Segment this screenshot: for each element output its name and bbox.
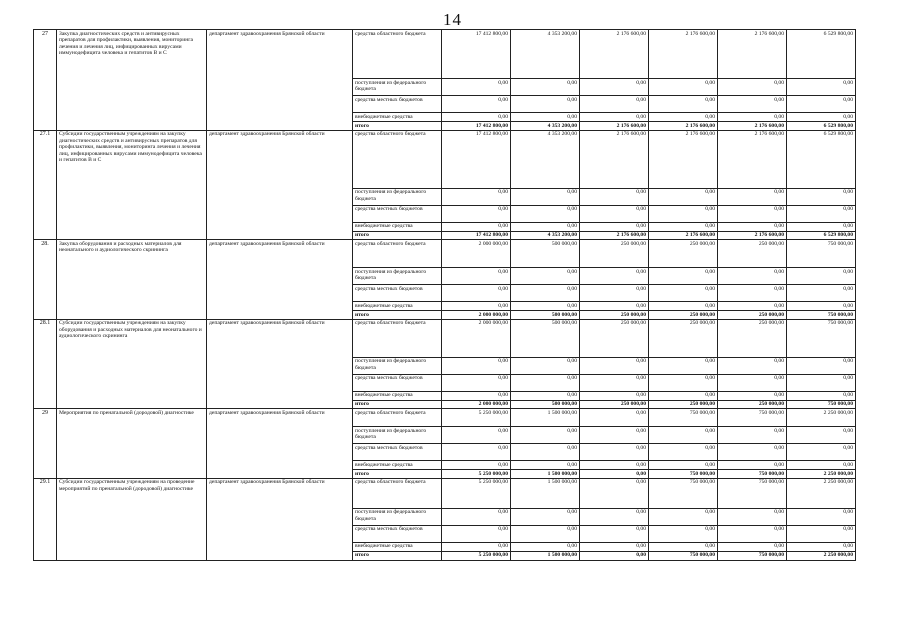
amount-cell: 6 529 800,00 — [787, 231, 856, 240]
amount-cell: 0,00 — [580, 268, 649, 285]
funding-source: средства местных бюджетов — [353, 525, 442, 542]
amount-cell: 0,00 — [511, 357, 580, 374]
table-row — [34, 319, 856, 357]
amount-cell: 0,00 — [787, 542, 856, 551]
amount-cell: 0,00 — [511, 113, 580, 122]
amount-cell: 250 000,00 — [580, 319, 649, 357]
budget-table — [33, 29, 856, 561]
amount-cell: 0,00 — [580, 79, 649, 96]
amount-cell: 250 000,00 — [580, 311, 649, 320]
amount-cell: 2 176 600,00 — [580, 122, 649, 131]
item-number: 29.1 — [34, 478, 57, 560]
item-number: 29 — [34, 409, 57, 479]
amount-cell: 0,00 — [787, 222, 856, 231]
amount-cell: 5 250 000,00 — [442, 409, 511, 427]
amount-cell: 2 176 600,00 — [580, 231, 649, 240]
amount-cell: 0,00 — [787, 461, 856, 470]
funding-source: внебюджетные средства — [353, 222, 442, 231]
amount-cell: 0,00 — [787, 79, 856, 96]
item-executor: департамент здравоохранения Брянской области — [207, 30, 353, 131]
amount-cell: 0,00 — [649, 205, 718, 222]
amount-cell: 0,00 — [442, 525, 511, 542]
amount-cell: 750 000,00 — [649, 478, 718, 508]
amount-cell: 0,00 — [787, 285, 856, 302]
amount-cell: 2 176 600,00 — [718, 130, 787, 188]
amount-cell: 2 000 000,00 — [442, 240, 511, 268]
amount-cell: 750 000,00 — [718, 409, 787, 427]
amount-cell: 0,00 — [649, 79, 718, 96]
funding-source: средства областного бюджета — [353, 130, 442, 188]
amount-cell: 2 176 600,00 — [718, 30, 787, 79]
amount-cell: 0,00 — [580, 427, 649, 444]
amount-cell: 750 000,00 — [787, 319, 856, 357]
item-name: Субсидии государственным учреждениям на закупку диагностических средств и антивирусных препаратов для профилактики, выявления, мониторинга лечения и лечения лиц, инфицированных вирусами иммунодефицита человека и гепатитов В и С — [57, 130, 207, 240]
amount-cell: 5 250 000,00 — [442, 551, 511, 560]
amount-cell: 0,00 — [580, 374, 649, 391]
amount-cell: 750 000,00 — [718, 478, 787, 508]
amount-cell: 0,00 — [580, 285, 649, 302]
item-number: 27 — [34, 30, 57, 131]
amount-cell: 0,00 — [580, 444, 649, 461]
item-number: 27.1 — [34, 130, 57, 240]
amount-cell: 250 000,00 — [649, 319, 718, 357]
amount-cell: 0,00 — [580, 478, 649, 508]
funding-source: средства местных бюджетов — [353, 96, 442, 113]
amount-cell: 0,00 — [580, 461, 649, 470]
amount-cell: 1 500 000,00 — [511, 409, 580, 427]
amount-cell: 0,00 — [442, 391, 511, 400]
amount-cell: 0,00 — [718, 96, 787, 113]
funding-source: внебюджетные средства — [353, 542, 442, 551]
amount-cell: 0,00 — [580, 542, 649, 551]
amount-cell: 4 353 200,00 — [511, 130, 580, 188]
amount-cell: 0,00 — [580, 470, 649, 479]
amount-cell: 0,00 — [580, 409, 649, 427]
funding-source: поступления из федерального бюджета — [353, 268, 442, 285]
amount-cell: 250 000,00 — [649, 311, 718, 320]
funding-source: внебюджетные средства — [353, 302, 442, 311]
amount-cell: 0,00 — [718, 508, 787, 525]
funding-source: итого — [353, 551, 442, 560]
amount-cell: 0,00 — [649, 508, 718, 525]
amount-cell: 0,00 — [511, 542, 580, 551]
amount-cell: 0,00 — [649, 357, 718, 374]
amount-cell: 0,00 — [787, 96, 856, 113]
amount-cell: 1 500 000,00 — [511, 478, 580, 508]
amount-cell: 0,00 — [511, 302, 580, 311]
amount-cell: 0,00 — [718, 374, 787, 391]
amount-cell: 250 000,00 — [718, 311, 787, 320]
amount-cell: 0,00 — [442, 427, 511, 444]
amount-cell: 0,00 — [649, 374, 718, 391]
amount-cell: 750 000,00 — [718, 551, 787, 560]
amount-cell: 0,00 — [511, 444, 580, 461]
amount-cell: 500 000,00 — [511, 311, 580, 320]
item-name: Субсидии государственным учреждениям на закупку оборудования и расходных материалов для неонатального и аудиологического скрининга — [57, 319, 207, 409]
amount-cell: 0,00 — [442, 461, 511, 470]
amount-cell: 0,00 — [511, 508, 580, 525]
amount-cell: 0,00 — [442, 508, 511, 525]
amount-cell: 0,00 — [511, 461, 580, 470]
amount-cell: 0,00 — [442, 79, 511, 96]
amount-cell: 0,00 — [511, 79, 580, 96]
funding-source: итого — [353, 470, 442, 479]
amount-cell: 0,00 — [580, 302, 649, 311]
amount-cell: 2 250 000,00 — [787, 409, 856, 427]
amount-cell: 0,00 — [580, 222, 649, 231]
amount-cell: 4 353 200,00 — [511, 122, 580, 131]
amount-cell: 0,00 — [511, 205, 580, 222]
amount-cell: 250 000,00 — [718, 240, 787, 268]
amount-cell: 250 000,00 — [580, 240, 649, 268]
amount-cell: 0,00 — [511, 427, 580, 444]
amount-cell: 0,00 — [787, 357, 856, 374]
amount-cell: 0,00 — [718, 113, 787, 122]
amount-cell: 2 176 600,00 — [718, 122, 787, 131]
amount-cell: 4 353 200,00 — [511, 231, 580, 240]
amount-cell: 0,00 — [718, 268, 787, 285]
amount-cell: 0,00 — [718, 188, 787, 205]
amount-cell: 0,00 — [649, 113, 718, 122]
amount-cell: 0,00 — [649, 542, 718, 551]
amount-cell: 17 412 800,00 — [442, 231, 511, 240]
amount-cell: 250 000,00 — [718, 319, 787, 357]
amount-cell: 750 000,00 — [787, 311, 856, 320]
amount-cell: 0,00 — [511, 96, 580, 113]
item-name: Мероприятия по пренатальной (дородовой) диагностике — [57, 409, 207, 479]
funding-source: внебюджетные средства — [353, 113, 442, 122]
amount-cell: 0,00 — [718, 222, 787, 231]
amount-cell: 2 250 000,00 — [787, 551, 856, 560]
funding-source: средства областного бюджета — [353, 409, 442, 427]
funding-source: итого — [353, 400, 442, 409]
amount-cell: 0,00 — [718, 357, 787, 374]
amount-cell: 750 000,00 — [649, 409, 718, 427]
table-row — [34, 478, 856, 508]
amount-cell: 0,00 — [442, 268, 511, 285]
amount-cell: 1 500 000,00 — [511, 470, 580, 479]
amount-cell: 0,00 — [649, 188, 718, 205]
amount-cell: 0,00 — [787, 113, 856, 122]
amount-cell: 0,00 — [649, 525, 718, 542]
amount-cell: 0,00 — [787, 374, 856, 391]
amount-cell: 0,00 — [649, 222, 718, 231]
amount-cell: 250 000,00 — [649, 400, 718, 409]
amount-cell: 250 000,00 — [718, 400, 787, 409]
funding-source: итого — [353, 311, 442, 320]
amount-cell: 2 000 000,00 — [442, 311, 511, 320]
amount-cell: 0,00 — [442, 96, 511, 113]
amount-cell: 750 000,00 — [649, 551, 718, 560]
amount-cell: 0,00 — [649, 444, 718, 461]
amount-cell: 0,00 — [580, 357, 649, 374]
amount-cell: 6 529 800,00 — [787, 122, 856, 131]
amount-cell: 500 000,00 — [511, 319, 580, 357]
amount-cell: 0,00 — [718, 302, 787, 311]
amount-cell: 0,00 — [787, 525, 856, 542]
amount-cell: 0,00 — [718, 79, 787, 96]
funding-source: средства областного бюджета — [353, 478, 442, 508]
amount-cell: 0,00 — [649, 302, 718, 311]
amount-cell: 5 250 000,00 — [442, 478, 511, 508]
funding-source: поступления из федерального бюджета — [353, 79, 442, 96]
amount-cell: 0,00 — [442, 542, 511, 551]
amount-cell: 0,00 — [580, 113, 649, 122]
amount-cell: 2 000 000,00 — [442, 400, 511, 409]
amount-cell: 2 250 000,00 — [787, 478, 856, 508]
amount-cell: 0,00 — [787, 268, 856, 285]
amount-cell: 1 500 000,00 — [511, 551, 580, 560]
amount-cell: 0,00 — [718, 285, 787, 302]
amount-cell: 0,00 — [511, 222, 580, 231]
amount-cell: 0,00 — [787, 302, 856, 311]
amount-cell: 2 176 600,00 — [649, 122, 718, 131]
amount-cell: 0,00 — [718, 542, 787, 551]
amount-cell: 500 000,00 — [511, 240, 580, 268]
amount-cell: 0,00 — [511, 188, 580, 205]
amount-cell: 0,00 — [787, 427, 856, 444]
amount-cell: 0,00 — [649, 285, 718, 302]
amount-cell: 0,00 — [649, 461, 718, 470]
amount-cell: 0,00 — [787, 391, 856, 400]
amount-cell: 0,00 — [511, 374, 580, 391]
amount-cell: 0,00 — [580, 391, 649, 400]
amount-cell: 0,00 — [442, 285, 511, 302]
item-name: Закупка оборудования и расходных материалов для неонатального и аудиологического скрининга — [57, 240, 207, 320]
amount-cell: 0,00 — [718, 444, 787, 461]
funding-source: внебюджетные средства — [353, 391, 442, 400]
amount-cell: 2 000 000,00 — [442, 319, 511, 357]
amount-cell: 0,00 — [511, 285, 580, 302]
funding-source: средства областного бюджета — [353, 319, 442, 357]
amount-cell: 0,00 — [787, 444, 856, 461]
amount-cell: 2 176 600,00 — [649, 30, 718, 79]
amount-cell: 0,00 — [718, 525, 787, 542]
page-number: 14 — [443, 10, 462, 29]
amount-cell: 0,00 — [649, 391, 718, 400]
amount-cell: 0,00 — [580, 96, 649, 113]
amount-cell: 0,00 — [442, 188, 511, 205]
amount-cell: 0,00 — [442, 444, 511, 461]
amount-cell: 2 250 000,00 — [787, 470, 856, 479]
funding-source: поступления из федерального бюджета — [353, 357, 442, 374]
amount-cell: 500 000,00 — [511, 400, 580, 409]
funding-source: поступления из федерального бюджета — [353, 188, 442, 205]
amount-cell: 0,00 — [511, 391, 580, 400]
funding-source: поступления из федерального бюджета — [353, 427, 442, 444]
item-number: 28. — [34, 240, 57, 320]
amount-cell: 6 529 800,00 — [787, 130, 856, 188]
amount-cell: 750 000,00 — [787, 240, 856, 268]
amount-cell: 0,00 — [580, 508, 649, 525]
amount-cell: 0,00 — [511, 268, 580, 285]
amount-cell: 5 250 000,00 — [442, 470, 511, 479]
amount-cell: 17 412 800,00 — [442, 30, 511, 79]
amount-cell: 0,00 — [718, 427, 787, 444]
funding-source: средства областного бюджета — [353, 240, 442, 268]
amount-cell: 6 529 800,00 — [787, 30, 856, 79]
amount-cell: 0,00 — [787, 188, 856, 205]
amount-cell: 2 176 600,00 — [718, 231, 787, 240]
amount-cell: 0,00 — [718, 461, 787, 470]
amount-cell: 0,00 — [442, 205, 511, 222]
amount-cell: 17 412 800,00 — [442, 130, 511, 188]
amount-cell: 0,00 — [718, 391, 787, 400]
table-row — [34, 30, 856, 79]
funding-source: итого — [353, 122, 442, 131]
amount-cell: 2 176 600,00 — [580, 130, 649, 188]
funding-source: средства местных бюджетов — [353, 444, 442, 461]
amount-cell: 0,00 — [442, 357, 511, 374]
amount-cell: 0,00 — [442, 113, 511, 122]
amount-cell: 17 412 800,00 — [442, 122, 511, 131]
amount-cell: 4 353 200,00 — [511, 30, 580, 79]
table-row — [34, 409, 856, 427]
table-row — [34, 240, 856, 268]
amount-cell: 0,00 — [580, 525, 649, 542]
amount-cell: 250 000,00 — [649, 240, 718, 268]
amount-cell: 250 000,00 — [580, 400, 649, 409]
funding-source: средства областного бюджета — [353, 30, 442, 79]
item-executor: департамент здравоохранения Брянской области — [207, 130, 353, 240]
amount-cell: 2 176 600,00 — [649, 231, 718, 240]
item-executor: департамент здравоохранения Брянской области — [207, 240, 353, 320]
amount-cell: 750 000,00 — [649, 470, 718, 479]
amount-cell: 0,00 — [580, 205, 649, 222]
amount-cell: 2 176 600,00 — [649, 130, 718, 188]
funding-source: поступления из федерального бюджета — [353, 508, 442, 525]
funding-source: средства местных бюджетов — [353, 285, 442, 302]
funding-source: средства местных бюджетов — [353, 205, 442, 222]
funding-source: итого — [353, 231, 442, 240]
item-name: Субсидии государственным учреждениям на проведение мероприятий по пренатальной (дородовой) диагностике — [57, 478, 207, 560]
item-executor: департамент здравоохранения Брянской области — [207, 478, 353, 560]
amount-cell: 0,00 — [511, 525, 580, 542]
funding-source: средства местных бюджетов — [353, 374, 442, 391]
item-number: 28.1 — [34, 319, 57, 409]
amount-cell: 0,00 — [718, 205, 787, 222]
item-executor: департамент здравоохранения Брянской области — [207, 409, 353, 479]
item-name: Закупка диагностических средств и антивирусных препаратов для профилактики, выявления, мониторинга лечения и лечения лиц, инфицированных вирусами иммунодефицита человека и гепатитов В и С — [57, 30, 207, 131]
amount-cell: 0,00 — [442, 222, 511, 231]
amount-cell: 0,00 — [442, 302, 511, 311]
amount-cell: 0,00 — [787, 205, 856, 222]
amount-cell: 750 000,00 — [787, 400, 856, 409]
amount-cell: 2 176 600,00 — [580, 30, 649, 79]
amount-cell: 750 000,00 — [718, 470, 787, 479]
amount-cell: 0,00 — [649, 96, 718, 113]
amount-cell: 0,00 — [649, 427, 718, 444]
funding-source: внебюджетные средства — [353, 461, 442, 470]
amount-cell: 0,00 — [649, 268, 718, 285]
table-row — [34, 130, 856, 188]
amount-cell: 0,00 — [787, 508, 856, 525]
amount-cell: 0,00 — [442, 374, 511, 391]
amount-cell: 0,00 — [580, 188, 649, 205]
item-executor: департамент здравоохранения Брянской области — [207, 319, 353, 409]
amount-cell: 0,00 — [580, 551, 649, 560]
